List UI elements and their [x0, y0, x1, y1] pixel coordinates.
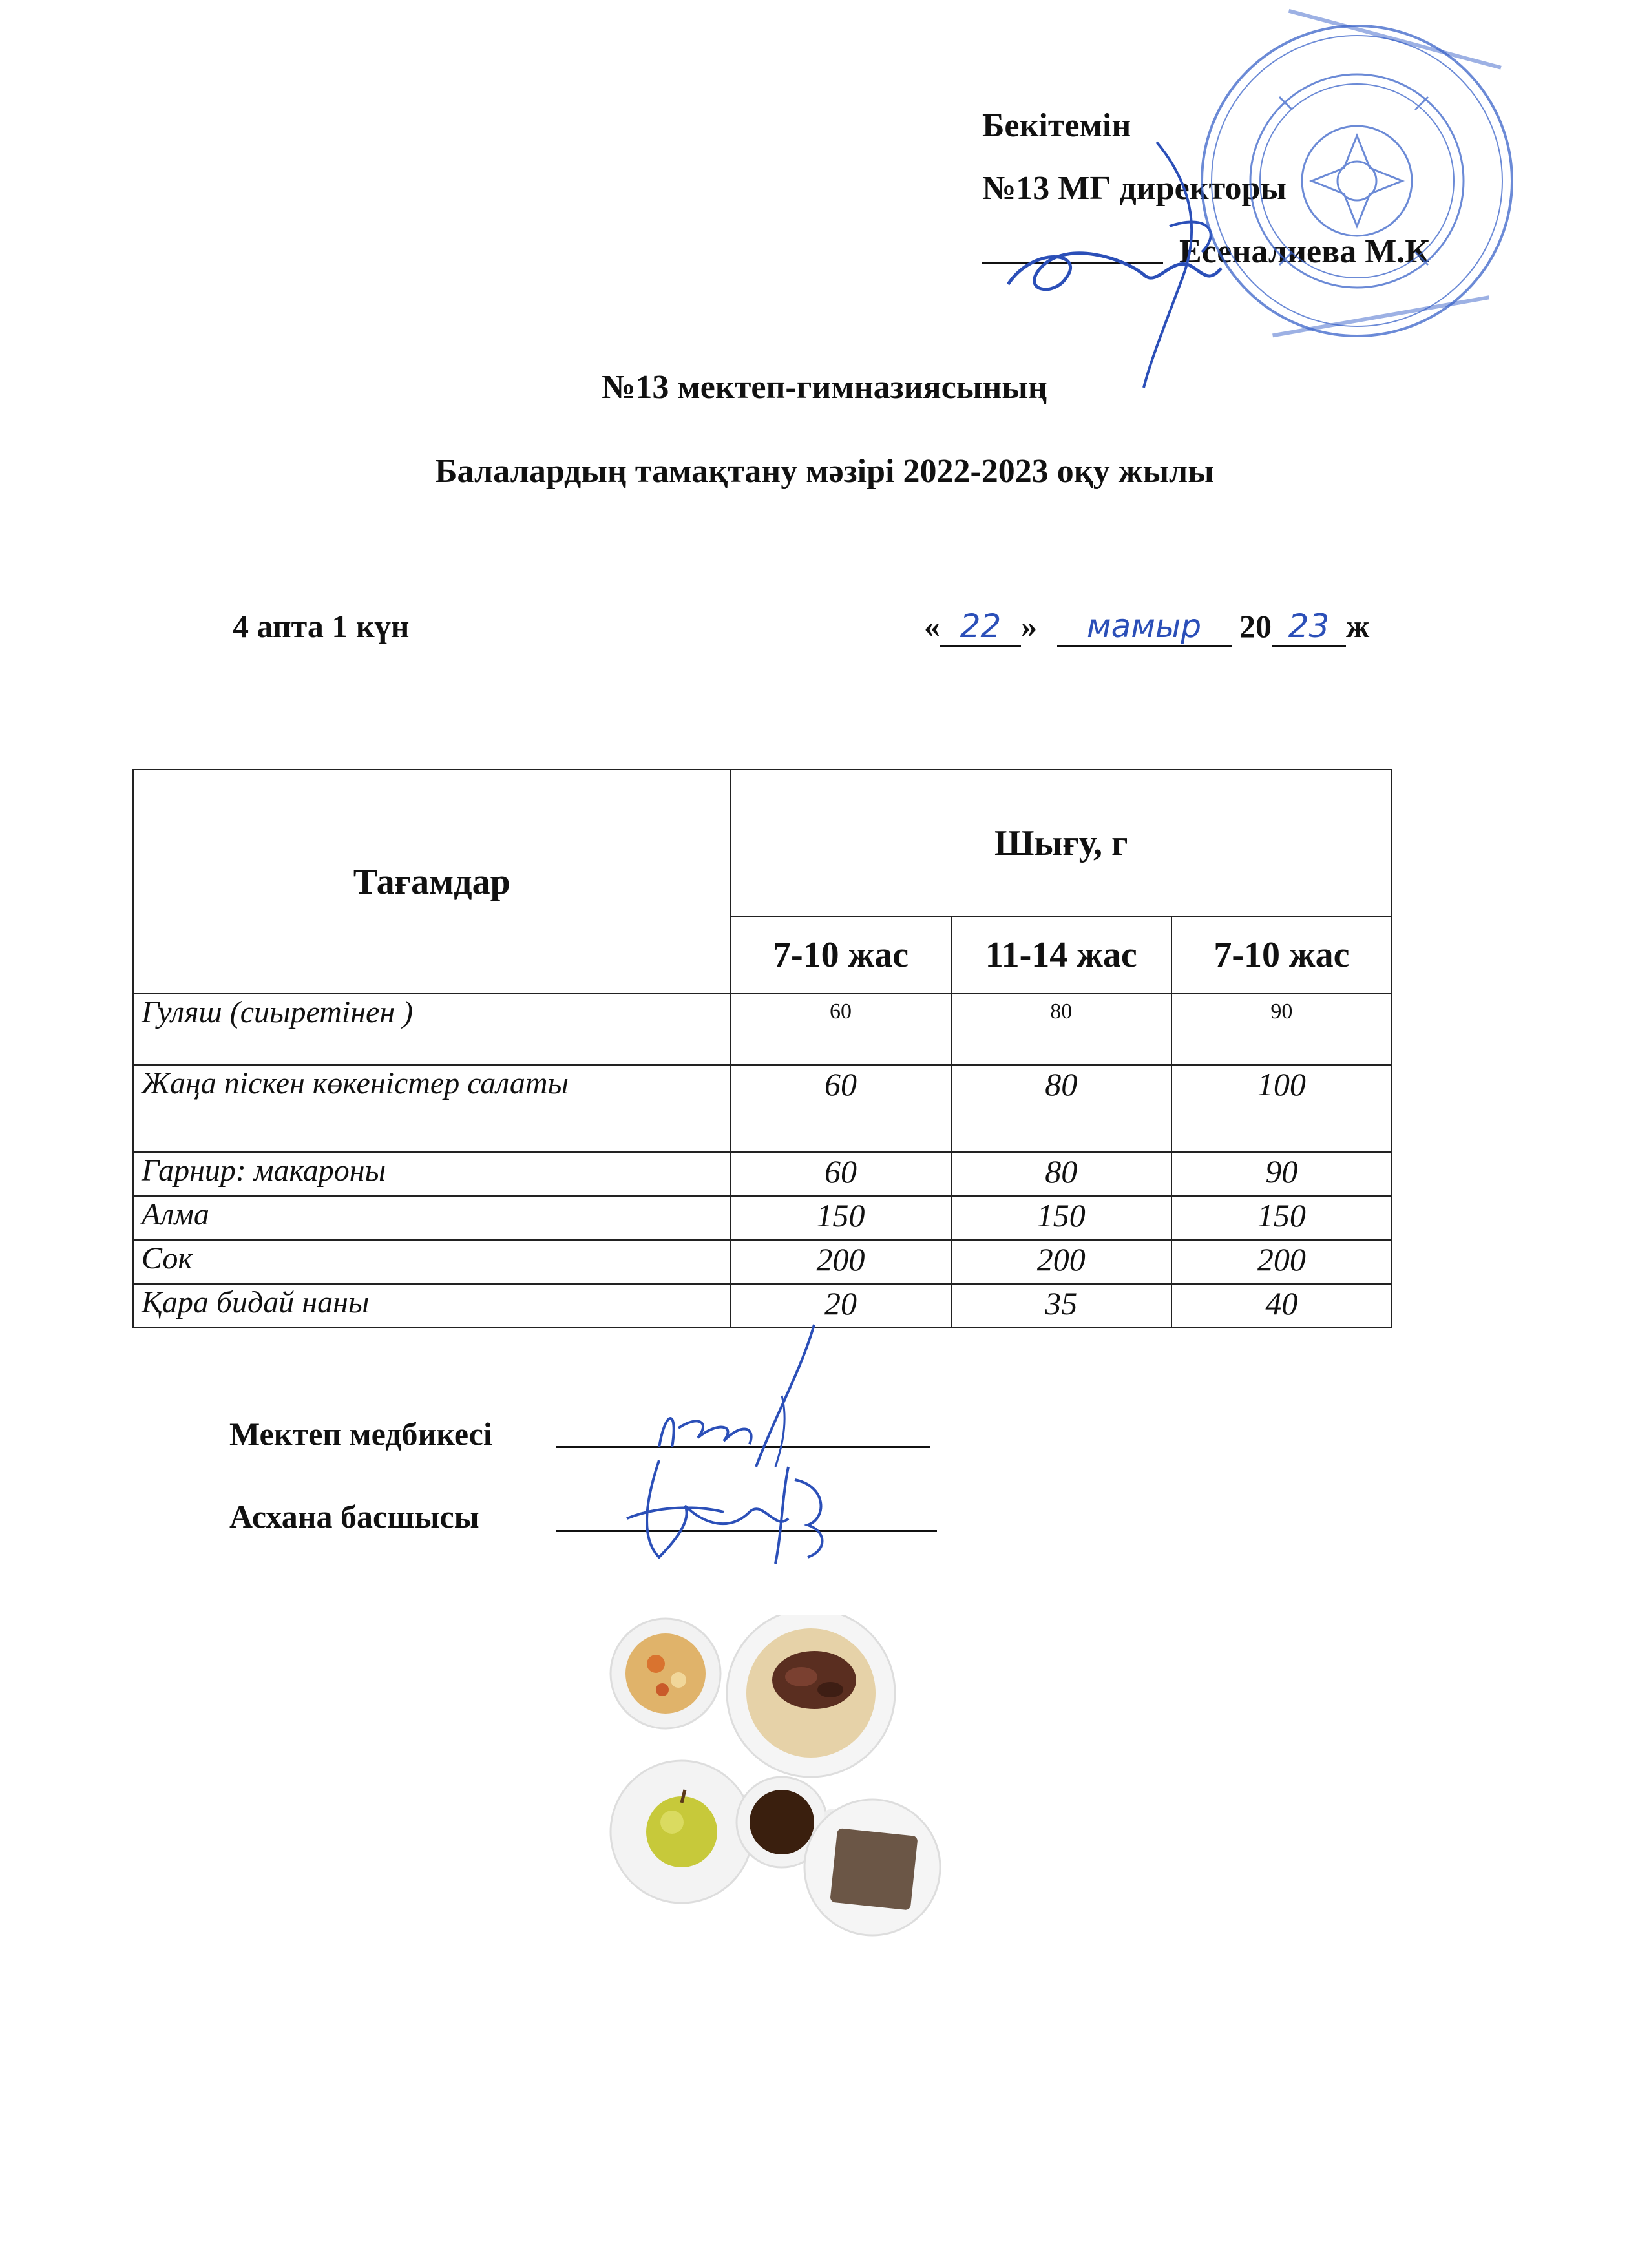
official-stamp [1182, 6, 1518, 342]
table-row [133, 1065, 1392, 1152]
dish-name: Гарнир: макароны [133, 1152, 730, 1196]
table-row [133, 1240, 1392, 1284]
value-cell: 60 [730, 1152, 951, 1196]
approval-heading: Бекітемін [982, 107, 1131, 144]
value-cell: 80 [951, 1065, 1171, 1152]
menu-title: Балалардың тамақтану мәзірі 2022-2023 оқу жылы [435, 453, 1214, 490]
value-cell: 100 [1171, 1065, 1392, 1152]
value-cell: 150 [1171, 1196, 1392, 1240]
date-year-suffix: 23 [1272, 607, 1346, 647]
dish-name: Қара бидай наны [133, 1284, 730, 1328]
table-row [133, 1152, 1392, 1196]
dish-name: Сок [133, 1240, 730, 1284]
week-day-label: 4 апта 1 күн [233, 608, 410, 644]
canteen-head-label: Асхана басшысы [229, 1498, 479, 1535]
canteen-signature [620, 1441, 853, 1570]
value-cell: 80 [951, 994, 1171, 1065]
header-dishes: Тағамдар [133, 770, 730, 994]
value-cell: 60 [730, 994, 951, 1065]
dish-name: Жаңа піскен көкеністер салаты [133, 1065, 730, 1152]
value-cell: 90 [1171, 994, 1392, 1065]
header-output: Шығу, г [730, 770, 1392, 916]
menu-table [132, 769, 1392, 1328]
value-cell: 200 [951, 1240, 1171, 1284]
value-cell: 150 [730, 1196, 951, 1240]
approval-director-title: №13 МГ директоры [982, 170, 1287, 207]
value-cell: 200 [730, 1240, 951, 1284]
value-cell: 200 [1171, 1240, 1392, 1284]
date-year-prefix: 20 [1239, 608, 1272, 644]
value-cell: 60 [730, 1065, 951, 1152]
date-line [924, 607, 1369, 647]
value-cell: 40 [1171, 1284, 1392, 1328]
dish-name: Гуляш (сиыретінен ) [133, 994, 730, 1065]
date-year-end: ж [1346, 608, 1370, 644]
meal-photo [601, 1615, 963, 1938]
header-age-group: 7-10 жас [1171, 916, 1392, 994]
header-age-group: 11-14 жас [951, 916, 1171, 994]
date-day: 22 [940, 607, 1021, 647]
value-cell: 35 [951, 1284, 1171, 1328]
nurse-label: Мектеп медбикесі [229, 1416, 492, 1452]
table-row [133, 994, 1392, 1065]
director-name: Есеналиева М.К [1179, 233, 1429, 270]
header-age-group: 7-10 жас [730, 916, 951, 994]
date-close-quote: » [1021, 608, 1037, 644]
date-open-quote: « [924, 608, 940, 644]
value-cell: 150 [951, 1196, 1171, 1240]
value-cell: 90 [1171, 1152, 1392, 1196]
dish-name: Алма [133, 1196, 730, 1240]
date-month: мамыр [1057, 607, 1232, 647]
table-row [133, 1196, 1392, 1240]
school-title: №13 мектеп-гимназиясының [602, 369, 1047, 406]
value-cell: 80 [951, 1152, 1171, 1196]
value-cell: 20 [730, 1284, 951, 1328]
